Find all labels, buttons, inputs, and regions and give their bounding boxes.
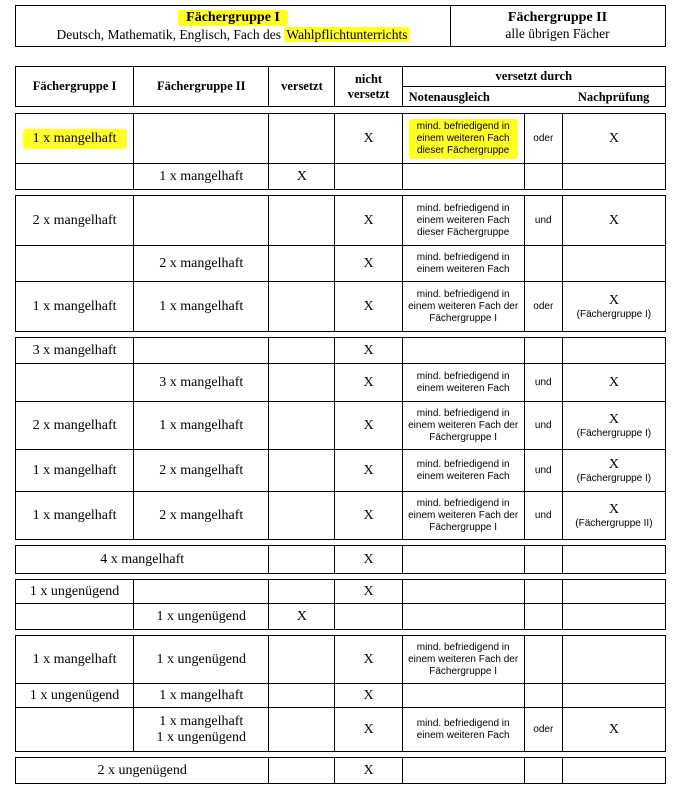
cell-connector	[524, 684, 562, 708]
cell-ausgleich: mind. befriedigend in einem weiteren Fach	[402, 450, 524, 492]
cell-fg1: 1 x mangelhaft	[16, 282, 134, 332]
legend-group2-title: Fächergruppe II	[507, 10, 608, 25]
cell-nicht-versetzt: X	[335, 196, 402, 246]
cell-connector: oder	[524, 114, 562, 164]
cell-ausgleich	[402, 338, 524, 364]
cell-fg2: 1 x mangelhaft	[134, 402, 269, 450]
cell-nachpruefung: X (Fächergruppe II)	[562, 492, 665, 540]
cell-nicht-versetzt: X	[335, 580, 402, 604]
cell-fg1: 1 x mangelhaft	[16, 450, 134, 492]
cell-fg1: 2 x mangelhaft	[16, 402, 134, 450]
cell-fg2	[134, 580, 269, 604]
cell-nachpruefung	[562, 338, 665, 364]
cell-fg2: 1 x mangelhaft 1 x ungenügend	[134, 708, 269, 752]
cell-connector: und	[524, 402, 562, 450]
cell-versetzt	[269, 684, 335, 708]
cell-nicht-versetzt: X	[335, 450, 402, 492]
cell-ausgleich	[402, 604, 524, 630]
cell-connector	[524, 758, 562, 784]
cell-nachpruefung	[562, 636, 665, 684]
cell-nicht-versetzt: X	[335, 546, 402, 574]
cell-connector	[524, 546, 562, 574]
cell-versetzt	[269, 402, 335, 450]
cell-versetzt: X	[269, 164, 335, 190]
table-row	[16, 708, 666, 752]
cell-nachpruefung	[562, 604, 665, 630]
cell-nicht-versetzt: X	[335, 684, 402, 708]
cell-nicht-versetzt: X	[335, 114, 402, 164]
legend-group2-desc: alle übrigen Fächer	[505, 26, 610, 41]
cell-ausgleich: mind. befriedigend in einem weiteren Fach	[402, 708, 524, 752]
cell-nachpruefung: X (Fächergruppe I)	[562, 282, 665, 332]
cell-connector	[524, 604, 562, 630]
cell-fg2: 1 x mangelhaft	[134, 164, 269, 190]
table-row	[16, 338, 666, 364]
cell-fg1: 1 x mangelhaft	[16, 114, 134, 164]
table-header-row	[16, 67, 666, 87]
cell-versetzt	[269, 246, 335, 282]
cell-connector	[524, 164, 562, 190]
cell-nachpruefung: X	[562, 364, 665, 402]
cell-nicht-versetzt: X	[335, 402, 402, 450]
header-nicht: nicht	[354, 71, 383, 86]
cell-versetzt	[269, 338, 335, 364]
legend-group1-desc	[16, 27, 450, 43]
cell-versetzt	[269, 450, 335, 492]
cell-ausgleich	[402, 580, 524, 604]
cell-fg1	[16, 604, 134, 630]
table-row	[16, 196, 666, 246]
cell-connector	[524, 246, 562, 282]
cell-connector	[524, 338, 562, 364]
cell-versetzt	[269, 636, 335, 684]
cell-fg1: 1 x ungenügend	[16, 684, 134, 708]
cell-fg1	[16, 164, 134, 190]
table-row	[16, 364, 666, 402]
cell-nicht-versetzt: X	[335, 246, 402, 282]
cell-fg2: 1 x ungenügend	[134, 604, 269, 630]
cell-versetzt	[269, 364, 335, 402]
cell-fg1: 1 x mangelhaft	[16, 492, 134, 540]
header-versetzt: versetzt	[269, 67, 335, 107]
cell-versetzt	[269, 758, 335, 784]
table-row	[16, 164, 666, 190]
cell-fg2: 1 x mangelhaft	[134, 282, 269, 332]
cell-connector: oder	[524, 282, 562, 332]
table-row	[16, 684, 666, 708]
legend-box	[15, 5, 666, 47]
cell-versetzt	[269, 492, 335, 540]
cell-merged-fg: 2 x ungenügend	[16, 758, 269, 784]
cell-nicht-versetzt: X	[335, 758, 402, 784]
table-row	[16, 546, 666, 574]
cell-fg2	[134, 114, 269, 164]
cell-connector: und	[524, 196, 562, 246]
cell-ausgleich: mind. befriedigend in einem weiteren Fach	[402, 364, 524, 402]
cell-fg2: 1 x ungenügend	[134, 636, 269, 684]
cell-nachpruefung	[562, 546, 665, 574]
table-row	[16, 604, 666, 630]
cell-nicht-versetzt: X	[335, 364, 402, 402]
cell-nachpruefung	[562, 580, 665, 604]
cell-fg2: 3 x mangelhaft	[134, 364, 269, 402]
cell-connector: und	[524, 492, 562, 540]
cell-nachpruefung: X	[562, 114, 665, 164]
cell-versetzt	[269, 114, 335, 164]
cell-merged-fg: 4 x mangelhaft	[16, 546, 269, 574]
table-row	[16, 636, 666, 684]
cell-ausgleich: mind. befriedigend in einem weiteren Fach dieser Fächergruppe	[402, 114, 524, 164]
cell-nicht-versetzt: X	[335, 708, 402, 752]
cell-ausgleich: mind. befriedigend in einem weiteren Fach der Fächergruppe I	[402, 636, 524, 684]
cell-connector: und	[524, 364, 562, 402]
cell-connector: oder	[524, 708, 562, 752]
cell-nachpruefung: X (Fächergruppe I)	[562, 450, 665, 492]
cell-versetzt	[269, 580, 335, 604]
cell-nicht-versetzt: X	[335, 282, 402, 332]
table-row	[16, 758, 666, 784]
table-row	[16, 114, 666, 164]
cell-nachpruefung	[562, 246, 665, 282]
header-fg1: Fächergruppe I	[16, 67, 134, 107]
table-row	[16, 246, 666, 282]
cell-ausgleich: mind. befriedigend in einem weiteren Fach dieser Fächergruppe	[402, 196, 524, 246]
legend-group2	[450, 6, 665, 46]
cell-versetzt	[269, 196, 335, 246]
cell-ausgleich: mind. befriedigend in einem weiteren Fach der Fächergruppe I	[402, 282, 524, 332]
cell-ausgleich	[402, 164, 524, 190]
table-row	[16, 580, 666, 604]
cell-fg1	[16, 246, 134, 282]
header-nachpruefung: Nachprüfung	[562, 87, 665, 107]
cell-ausgleich: mind. befriedigend in einem weiteren Fach der Fächergruppe I	[402, 492, 524, 540]
cell-fg1: 3 x mangelhaft	[16, 338, 134, 364]
cell-nicht-versetzt: X	[335, 636, 402, 684]
cell-fg2: 2 x mangelhaft	[134, 492, 269, 540]
cell-fg2	[134, 338, 269, 364]
cell-fg2: 2 x mangelhaft	[134, 246, 269, 282]
legend-group1-desc-text: Deutsch, Mathematik, Englisch, Fach des	[56, 27, 285, 42]
header-nicht-versetzt2: versetzt	[347, 86, 390, 101]
cell-nachpruefung	[562, 758, 665, 784]
cell-fg1	[16, 708, 134, 752]
cell-fg1	[16, 364, 134, 402]
header-fg2: Fächergruppe II	[134, 67, 269, 107]
table-row	[16, 282, 666, 332]
cell-nachpruefung: X	[562, 196, 665, 246]
cell-nachpruefung: X (Fächergruppe I)	[562, 402, 665, 450]
legend-group1-title: Fächergruppe I	[178, 10, 288, 26]
legend-group1	[16, 6, 451, 46]
legend-group1-desc-highlight: Wahlpflichtunterrichts	[286, 27, 408, 42]
cell-fg2: 1 x mangelhaft	[134, 684, 269, 708]
promotion-table	[15, 66, 666, 784]
cell-ausgleich	[402, 546, 524, 574]
cell-nachpruefung	[562, 164, 665, 190]
cell-ausgleich	[402, 684, 524, 708]
cell-nicht-versetzt	[335, 604, 402, 630]
cell-nachpruefung: X	[562, 708, 665, 752]
cell-fg2	[134, 196, 269, 246]
cell-nicht-versetzt: X	[335, 492, 402, 540]
table-row	[16, 450, 666, 492]
cell-fg2: 2 x mangelhaft	[134, 450, 269, 492]
cell-versetzt	[269, 708, 335, 752]
header-versetzt-durch: versetzt durch	[402, 67, 665, 87]
cell-fg1: 1 x mangelhaft	[16, 636, 134, 684]
cell-ausgleich: mind. befriedigend in einem weiteren Fach	[402, 246, 524, 282]
cell-fg1: 1 x ungenügend	[16, 580, 134, 604]
cell-connector	[524, 580, 562, 604]
cell-connector: und	[524, 450, 562, 492]
cell-connector	[524, 636, 562, 684]
table-row	[16, 402, 666, 450]
cell-nicht-versetzt	[335, 164, 402, 190]
cell-nicht-versetzt: X	[335, 338, 402, 364]
header-notenausgleich: Notenausgleich	[402, 87, 562, 107]
table-row	[16, 492, 666, 540]
header-nicht-versetzt	[335, 67, 402, 107]
cell-fg1: 2 x mangelhaft	[16, 196, 134, 246]
cell-versetzt	[269, 546, 335, 574]
cell-versetzt	[269, 282, 335, 332]
cell-ausgleich: mind. befriedigend in einem weiteren Fach der Fächergruppe I	[402, 402, 524, 450]
cell-versetzt: X	[269, 604, 335, 630]
cell-ausgleich	[402, 758, 524, 784]
cell-nachpruefung	[562, 684, 665, 708]
